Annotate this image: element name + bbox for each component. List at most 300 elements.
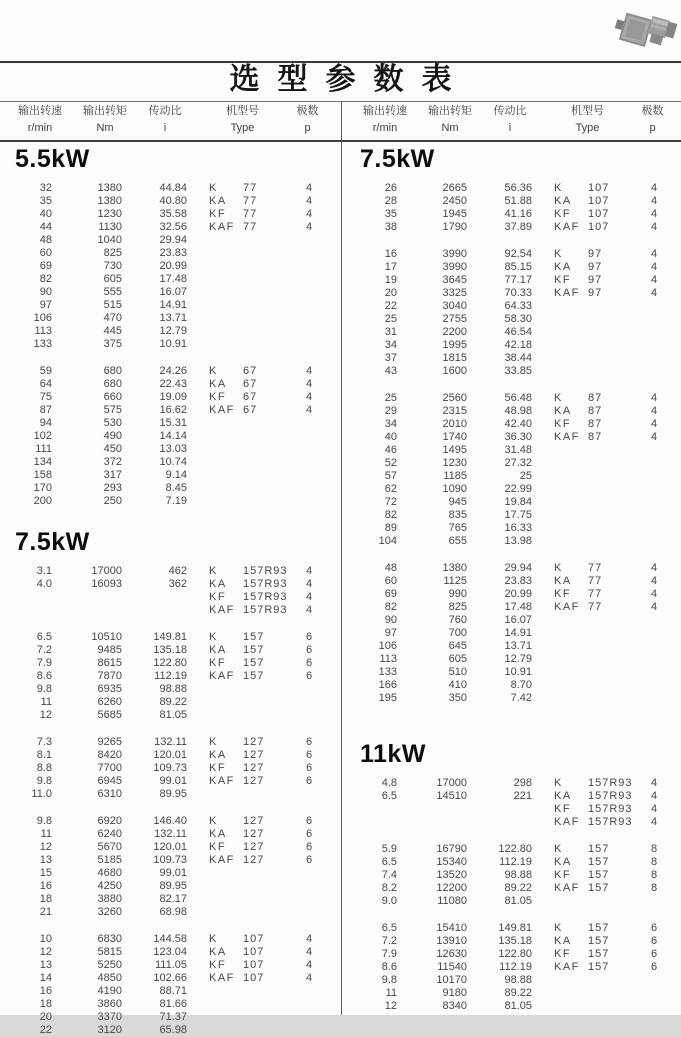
poles-cell: 4 <box>650 803 658 815</box>
speed-cell: 69 <box>39 260 52 272</box>
speed-cell: 9.0 <box>381 895 397 907</box>
header-cell-type <box>545 103 630 139</box>
poles-cell: 6 <box>305 736 313 748</box>
table-row <box>0 578 341 591</box>
ratio-cell: 89.95 <box>159 788 187 800</box>
speed-cell: 4.0 <box>36 578 52 590</box>
size-cell: 157 <box>243 670 265 682</box>
header-unit-torque: Nm <box>441 122 459 134</box>
ratio-cell: 122.80 <box>498 948 532 960</box>
size-cell <box>588 987 636 1000</box>
torque-cell: 13520 <box>436 869 467 881</box>
size-cell <box>588 509 636 522</box>
poles-cell <box>297 286 321 299</box>
poles-cell <box>642 457 666 470</box>
table-row <box>345 987 681 1000</box>
torque-cell: 15340 <box>436 856 467 868</box>
ratio-cell: 13.71 <box>504 640 532 652</box>
torque-cell: 1600 <box>442 365 467 377</box>
header-unit-poles: p <box>304 122 311 134</box>
type-cell: KF <box>209 391 227 403</box>
size-cell: 157 <box>588 869 610 881</box>
speed-cell: 82 <box>39 273 52 285</box>
size-cell: 107 <box>588 208 610 220</box>
table-row <box>0 709 341 722</box>
table-row <box>0 430 341 443</box>
size-cell <box>243 482 291 495</box>
table-row <box>345 1000 681 1013</box>
speed-cell: 12 <box>39 709 52 721</box>
size-cell: 97 <box>588 274 603 286</box>
poles-cell: 4 <box>650 418 658 430</box>
type-cell: K <box>209 182 218 194</box>
type-cell: KF <box>554 588 572 600</box>
table-row <box>0 644 341 657</box>
type-cell <box>209 469 242 482</box>
poles-cell <box>642 365 666 378</box>
type-cell: KA <box>209 644 227 656</box>
table-row <box>0 1024 341 1037</box>
torque-cell: 3325 <box>442 287 467 299</box>
torque-cell: 6830 <box>97 933 122 945</box>
poles-cell: 6 <box>650 935 658 947</box>
size-cell: 127 <box>243 749 265 761</box>
poles-cell: 4 <box>305 378 313 390</box>
header-label-speed: 输出转速 <box>18 105 62 117</box>
speed-cell: 6.5 <box>381 790 397 802</box>
speed-cell: 34 <box>384 418 397 430</box>
size-cell <box>588 640 636 653</box>
size-cell <box>588 352 636 365</box>
ratio-cell: 88.71 <box>159 985 187 997</box>
table-row <box>345 470 681 483</box>
ratio-cell: 362 <box>168 578 187 590</box>
type-cell: KA <box>554 575 572 587</box>
type-cell <box>209 247 242 260</box>
ratio-cell: 19.09 <box>159 391 187 403</box>
table-row <box>0 273 341 286</box>
speed-cell: 46 <box>384 444 397 456</box>
type-cell: KAF <box>209 604 235 616</box>
size-cell <box>588 895 636 908</box>
table-row <box>0 469 341 482</box>
power-rating-title: 5.5kW <box>15 145 90 173</box>
table-row <box>0 893 341 906</box>
torque-cell: 1040 <box>97 234 122 246</box>
type-cell: KAF <box>554 221 580 233</box>
size-cell: 67 <box>243 378 258 390</box>
torque-cell: 1790 <box>442 221 467 233</box>
speed-cell: 6.5 <box>381 856 397 868</box>
type-cell: KA <box>554 195 572 207</box>
speed-cell: 52 <box>384 457 397 469</box>
poles-cell: 4 <box>650 816 658 828</box>
speed-cell: 102 <box>33 430 52 442</box>
poles-cell: 4 <box>650 287 658 299</box>
size-cell: 157 <box>588 882 610 894</box>
torque-cell: 1380 <box>97 182 122 194</box>
ratio-cell: 221 <box>513 790 532 802</box>
speed-cell: 7.3 <box>36 736 52 748</box>
poles-cell <box>297 299 321 312</box>
type-cell <box>554 300 587 313</box>
type-cell: KF <box>554 869 572 881</box>
poles-cell: 4 <box>650 248 658 260</box>
table-row <box>345 287 681 300</box>
ratio-cell: 149.81 <box>153 631 187 643</box>
table-row <box>0 1011 341 1024</box>
type-cell: K <box>554 182 563 194</box>
ratio-cell: 37.89 <box>504 221 532 233</box>
torque-cell: 9180 <box>442 987 467 999</box>
size-cell <box>243 495 291 508</box>
speed-cell: 200 <box>33 495 52 507</box>
speed-cell: 22 <box>384 300 397 312</box>
poles-cell: 4 <box>305 208 313 220</box>
type-cell <box>554 365 587 378</box>
torque-cell: 16790 <box>436 843 467 855</box>
torque-cell: 1495 <box>442 444 467 456</box>
poles-cell <box>297 247 321 260</box>
ratio-cell: 71.37 <box>159 1011 187 1023</box>
table-row <box>345 627 681 640</box>
size-cell <box>243 234 291 247</box>
type-cell: KA <box>209 828 227 840</box>
poles-cell: 4 <box>305 404 313 416</box>
table-row <box>0 365 341 378</box>
poles-cell <box>642 987 666 1000</box>
speed-cell: 90 <box>384 614 397 626</box>
torque-cell: 645 <box>448 640 467 652</box>
torque-cell: 2560 <box>442 392 467 404</box>
ratio-cell: 81.66 <box>159 998 187 1010</box>
ratio-cell: 64.33 <box>504 300 532 312</box>
gear-unit-block <box>0 182 341 351</box>
table-row <box>0 880 341 893</box>
size-cell <box>588 679 636 692</box>
ratio-cell: 42.18 <box>504 339 532 351</box>
poles-cell <box>297 998 321 1011</box>
ratio-cell: 29.94 <box>159 234 187 246</box>
speed-cell: 8.1 <box>36 749 52 761</box>
size-cell <box>588 457 636 470</box>
torque-cell: 14510 <box>436 790 467 802</box>
column-divider <box>341 101 342 1015</box>
poles-cell <box>297 1011 321 1024</box>
ratio-cell: 144.58 <box>153 933 187 945</box>
torque-cell: 11080 <box>437 895 467 907</box>
torque-cell: 760 <box>448 614 467 626</box>
speed-cell: 43 <box>384 365 397 377</box>
header-label-torque: 输出转矩 <box>83 105 127 117</box>
type-cell: KAF <box>209 972 235 984</box>
poles-cell <box>642 313 666 326</box>
header-label-poles: 极数 <box>296 105 319 117</box>
ratio-cell: 20.99 <box>159 260 187 272</box>
speed-cell: 31 <box>384 326 397 338</box>
speed-cell: 9.8 <box>36 775 52 787</box>
size-cell <box>243 696 291 709</box>
table-row <box>0 972 341 985</box>
table-row <box>345 679 681 692</box>
type-cell: KAF <box>209 775 235 787</box>
header-label-speed: 输出转速 <box>363 105 407 117</box>
torque-cell: 10510 <box>91 631 122 643</box>
size-cell <box>588 692 636 705</box>
torque-cell: 3120 <box>97 1024 122 1036</box>
torque-cell: 825 <box>448 601 467 613</box>
speed-cell: 13 <box>39 854 52 866</box>
poles-cell: 6 <box>650 922 658 934</box>
ratio-cell: 70.33 <box>504 287 532 299</box>
torque-cell: 3880 <box>97 893 122 905</box>
ratio-cell: 12.79 <box>159 325 187 337</box>
type-cell <box>554 509 587 522</box>
ratio-cell: 19.84 <box>504 496 532 508</box>
ratio-cell: 16.62 <box>159 404 187 416</box>
torque-cell: 2665 <box>442 182 467 194</box>
ratio-cell: 135.18 <box>498 935 532 947</box>
table-row <box>0 736 341 749</box>
speed-cell: 106 <box>378 640 397 652</box>
size-cell <box>588 522 636 535</box>
table-row <box>345 816 681 829</box>
table-row <box>345 418 681 431</box>
table-row <box>345 300 681 313</box>
size-cell: 67 <box>243 404 258 416</box>
power-rating-title: 7.5kW <box>15 528 90 556</box>
size-cell: 157 <box>588 856 610 868</box>
table-row <box>345 692 681 705</box>
size-cell: 67 <box>243 391 258 403</box>
speed-cell: 8.6 <box>381 961 397 973</box>
header-label-type: 机型号 <box>226 105 259 117</box>
size-cell: 97 <box>588 261 603 273</box>
table-row <box>0 867 341 880</box>
poles-cell: 4 <box>305 195 313 207</box>
speed-cell: 18 <box>39 893 52 905</box>
table-row <box>345 614 681 627</box>
size-cell <box>243 273 291 286</box>
poles-cell <box>642 339 666 352</box>
type-cell: KAF <box>554 961 580 973</box>
type-cell: K <box>209 365 218 377</box>
size-cell <box>243 247 291 260</box>
poles-cell: 6 <box>305 670 313 682</box>
type-cell <box>209 893 242 906</box>
table-row <box>345 339 681 352</box>
ratio-cell: 42.40 <box>504 418 532 430</box>
type-cell: K <box>209 815 218 827</box>
torque-cell: 293 <box>103 482 122 494</box>
torque-cell: 10170 <box>436 974 467 986</box>
speed-cell: 29 <box>384 405 397 417</box>
type-cell <box>209 867 242 880</box>
speed-cell: 37 <box>384 352 397 364</box>
size-cell: 157 <box>588 922 610 934</box>
speed-cell: 35 <box>39 195 52 207</box>
ratio-cell: 17.75 <box>504 509 532 521</box>
torque-cell: 1130 <box>98 221 122 233</box>
type-cell: KF <box>554 274 572 286</box>
poles-cell <box>642 496 666 509</box>
type-cell: KF <box>209 657 227 669</box>
poles-cell <box>297 906 321 919</box>
type-cell <box>554 627 587 640</box>
size-cell <box>243 906 291 919</box>
table-row <box>0 604 341 617</box>
ratio-cell: 22.43 <box>159 378 187 390</box>
torque-cell: 1380 <box>97 195 122 207</box>
torque-cell: 4190 <box>97 985 122 997</box>
size-cell: 157R93 <box>588 816 633 828</box>
ratio-cell: 120.01 <box>153 749 187 761</box>
torque-cell: 6920 <box>97 815 122 827</box>
ratio-cell: 23.83 <box>504 575 532 587</box>
poles-cell <box>642 653 666 666</box>
speed-cell: 94 <box>39 417 52 429</box>
speed-cell: 12 <box>39 841 52 853</box>
power-rating-title: 11kW <box>360 740 426 768</box>
gear-unit-block <box>0 365 341 508</box>
poles-cell: 4 <box>305 565 313 577</box>
table-row <box>345 803 681 816</box>
type-cell: KAF <box>554 816 580 828</box>
header-unit-poles: p <box>649 122 656 134</box>
poles-cell <box>297 985 321 998</box>
type-cell <box>209 260 242 273</box>
type-cell <box>209 299 242 312</box>
poles-cell <box>297 417 321 430</box>
speed-cell: 22 <box>39 1024 52 1036</box>
speed-cell: 7.9 <box>381 948 397 960</box>
type-cell <box>554 326 587 339</box>
poles-cell <box>642 300 666 313</box>
table-row <box>345 405 681 418</box>
type-cell <box>554 974 587 987</box>
speed-cell: 12 <box>39 946 52 958</box>
table-row <box>345 562 681 575</box>
gear-unit-block <box>345 843 681 908</box>
speed-cell: 82 <box>384 601 397 613</box>
speed-cell: 166 <box>378 679 397 691</box>
poles-cell: 4 <box>650 777 658 789</box>
table-row <box>0 378 341 391</box>
speed-cell: 40 <box>39 208 52 220</box>
type-cell <box>209 985 242 998</box>
gear-unit-block <box>0 565 341 617</box>
speed-cell: 14 <box>39 972 52 984</box>
type-cell <box>209 495 242 508</box>
size-cell <box>243 417 291 430</box>
speed-cell: 75 <box>39 391 52 403</box>
poles-cell: 4 <box>305 221 313 233</box>
torque-cell: 655 <box>448 535 467 547</box>
torque-cell: 3990 <box>442 248 467 260</box>
table-row <box>345 208 681 221</box>
type-cell <box>209 456 242 469</box>
type-cell <box>209 430 242 443</box>
poles-cell: 4 <box>650 261 658 273</box>
poles-cell <box>297 273 321 286</box>
size-cell: 77 <box>243 221 258 233</box>
torque-cell: 4850 <box>97 972 122 984</box>
size-cell: 77 <box>588 588 603 600</box>
torque-cell: 8615 <box>97 657 122 669</box>
table-row <box>0 749 341 762</box>
poles-cell <box>642 326 666 339</box>
ratio-cell: 89.95 <box>159 880 187 892</box>
poles-cell <box>297 312 321 325</box>
torque-cell: 9265 <box>97 736 122 748</box>
type-cell: K <box>554 562 563 574</box>
type-cell <box>554 1000 587 1013</box>
speed-cell: 48 <box>39 234 52 246</box>
poles-cell <box>297 867 321 880</box>
table-row <box>345 974 681 987</box>
poles-cell: 4 <box>650 431 658 443</box>
ratio-cell: 120.01 <box>153 841 187 853</box>
speed-cell: 195 <box>378 692 397 704</box>
torque-cell: 1090 <box>442 483 467 495</box>
speed-cell: 60 <box>384 575 397 587</box>
poles-cell <box>642 974 666 987</box>
speed-cell: 11 <box>385 987 397 999</box>
ratio-cell: 17.48 <box>159 273 187 285</box>
torque-cell: 490 <box>103 430 122 442</box>
poles-cell: 4 <box>305 604 313 616</box>
poles-cell <box>297 788 321 801</box>
poles-cell: 4 <box>650 182 658 194</box>
size-cell: 157 <box>243 631 265 643</box>
torque-cell: 515 <box>103 299 122 311</box>
type-cell: KAF <box>554 882 580 894</box>
torque-cell: 1945 <box>442 208 467 220</box>
type-cell: KA <box>209 378 227 390</box>
table-row <box>345 444 681 457</box>
torque-cell: 510 <box>448 666 467 678</box>
size-cell: 107 <box>243 972 265 984</box>
size-cell: 157R93 <box>588 790 633 802</box>
table-row <box>0 985 341 998</box>
speed-cell: 7.2 <box>381 935 397 947</box>
type-cell <box>209 709 242 722</box>
speed-cell: 9.8 <box>36 683 52 695</box>
speed-cell: 32 <box>39 182 52 194</box>
size-cell: 87 <box>588 405 603 417</box>
ratio-cell: 56.36 <box>504 182 532 194</box>
size-cell <box>588 974 636 987</box>
size-cell: 97 <box>588 248 603 260</box>
size-cell <box>243 469 291 482</box>
speed-cell: 10 <box>39 933 52 945</box>
speed-cell: 34 <box>384 339 397 351</box>
table-row <box>0 260 341 273</box>
gear-unit-block <box>0 736 341 801</box>
poles-cell <box>642 352 666 365</box>
speed-cell: 134 <box>33 456 52 468</box>
torque-cell: 555 <box>103 286 122 298</box>
size-cell: 157 <box>588 935 610 947</box>
torque-cell: 410 <box>448 679 467 691</box>
poles-cell: 4 <box>650 221 658 233</box>
ratio-cell: 10.91 <box>504 666 532 678</box>
ratio-cell <box>122 604 187 617</box>
speed-cell: 4.8 <box>381 777 397 789</box>
speed-cell: 38 <box>384 221 397 233</box>
header-label-poles: 极数 <box>641 105 664 117</box>
table-row <box>0 325 341 338</box>
